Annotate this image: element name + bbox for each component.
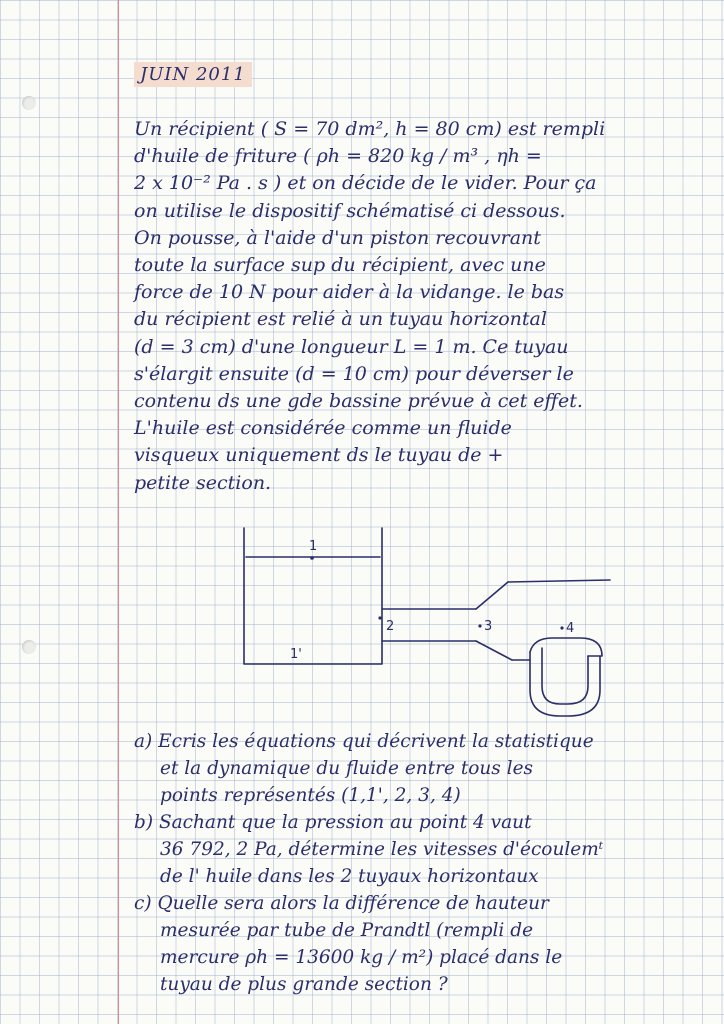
point-1-dot (310, 556, 314, 560)
problem-line: force de 10 N pour aider à la vidange. le bas (134, 281, 565, 304)
problem-line: (d = 3 cm) d'une longueur L = 1 m. Ce tuyau (134, 335, 569, 358)
prandtl-tube-hook (530, 638, 602, 656)
problem-statement (134, 116, 708, 497)
label-point-4: 4 (566, 621, 575, 636)
question-line: et la dynamique du fluide entre tous les (160, 758, 534, 779)
question-line: a) Ecris les équations qui décrivent la statistique (134, 731, 594, 752)
prandtl-tube-outer (530, 652, 600, 716)
problem-line: contenu ds une gde bassine prévue à cet effet. (134, 390, 583, 413)
point-4-dot (560, 626, 563, 629)
problem-line: du récipient est relié à un tuyau horizontal (134, 308, 547, 331)
problem-line: s'élargit ensuite (d = 10 cm) pour déverser le (134, 362, 574, 385)
flare-bottom (476, 641, 512, 660)
apparatus-diagram (230, 520, 630, 720)
point-2-dot (378, 616, 381, 619)
questions-list (134, 728, 714, 998)
problem-line: On pousse, à l'aide d'un piston recouvrant (134, 226, 541, 249)
problem-line: petite section. (134, 471, 272, 494)
label-point-3: 3 (484, 619, 493, 634)
margin-line (118, 0, 119, 1024)
question-line: b) Sachant que la pression au point 4 vaut (134, 812, 532, 833)
problem-line: 2 x 10⁻² Pa . s ) et on décide de le vider. Pour ça (134, 172, 597, 195)
question-line: tuyau de plus grande section ? (160, 974, 448, 995)
punch-hole (22, 96, 36, 110)
problem-line: visqueux uniquement ds le tuyau de + (134, 444, 504, 467)
question-line: points représentés (1,1', 2, 3, 4) (160, 785, 461, 806)
question-line: 36 792, 2 Pa, détermine les vitesses d'écoulemᵗ (160, 839, 604, 860)
punch-hole (22, 640, 36, 654)
flare-top (476, 582, 508, 609)
problem-line: Un récipient ( S = 70 dm², h = 80 cm) est rempli (134, 118, 606, 140)
problem-line: toute la surface sup du récipient, avec une (134, 254, 546, 277)
problem-line: d'huile de friture ( ρh = 820 kg / m³ , ηh = (134, 145, 542, 168)
question-line: de l' huile dans les 2 tuyaux horizontaux (160, 866, 539, 887)
problem-line: L'huile est considérée comme un fluide (134, 417, 512, 440)
problem-line: on utilise le dispositif schématisé ci dessous. (134, 199, 566, 222)
label-point-2: 2 (386, 619, 395, 634)
date-header: JUIN 2011 (134, 62, 252, 87)
prandtl-tube-inner (542, 648, 588, 704)
label-point-1: 1 (309, 539, 318, 554)
wide-pipe-top (508, 580, 610, 582)
label-point-1prime: 1' (290, 647, 302, 662)
question-line: mesurée par tube de Prandtl (rempli de (160, 920, 534, 941)
question-line: c) Quelle sera alors la différence de hauteur (134, 893, 549, 914)
point-3-dot (478, 624, 481, 627)
question-line: mercure ρh = 13600 kg / m²) placé dans le (160, 947, 563, 968)
